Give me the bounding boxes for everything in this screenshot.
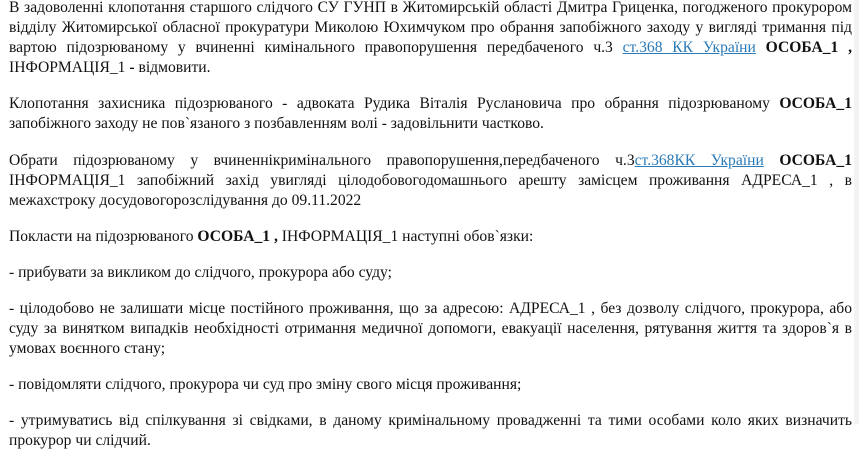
- p1-text-a: В задоволенні клопотання старшого слідчого СУ ГУНП в Житомирській області Дмитра Гриценка, погодженого прокурором відділу Житомирської обласної прокуратури Миколою Юхимчуком про обрання запобіжного заходу у вигляді тримання під вартою підозрюваному у вчиненні кимінального правопорушення передбаченого ч.3: [9, 0, 852, 56]
- p1-text-b: [756, 39, 766, 56]
- obligation-stay-at-residence: - цілодобово не залишати місце постійного проживання, що за адресою: АДРЕСА_1 , без дозволу слідчого, прокурора, або суду за винятком випадків необхідності отримання медичної допомоги, евакуації населення, рятування життя та здоров`я в умовах воєнного стану;: [9, 300, 852, 357]
- p4-text-b: ІНФОРМАЦІЯ_1 наступні обов`язки:: [277, 228, 534, 245]
- p2-text-a: Клопотання захисника підозрюваного - адвоката Рудика Віталія Руслановича про обрання підозрюваному: [9, 95, 780, 112]
- p4-person-name: ОСОБА_1 ,: [197, 228, 278, 245]
- paragraph-house-arrest: [9, 151, 852, 211]
- p3-text-c: ІНФОРМАЦІЯ_1 запобіжний захід увигляді цілодобовогодомашнього арешту замісцем проживання АДРЕСА_1 , в межахстроку досудовогорозслідування до 09.11.2022: [9, 172, 852, 209]
- p3-text-b: [764, 152, 780, 169]
- court-ruling-text: [9, 0, 852, 467]
- paragraph-defense-motion: [9, 94, 852, 134]
- p1-dash: -: [125, 59, 139, 76]
- link-article-368-second[interactable]: ст.368КК України: [634, 152, 764, 169]
- paragraph-detention-refusal: [9, 0, 852, 78]
- obligation-no-contact-witnesses: - утримуватись від спілкування зі свідками, в даному кримінальному провадженні та тими особами коло яких визначить прокурор чи слідчий.: [9, 412, 852, 449]
- link-article-368[interactable]: ст.368 КК України: [622, 39, 756, 56]
- paragraph-obligations-intro: [9, 227, 852, 247]
- p4-text-a: Покласти на підозрюваного: [9, 228, 198, 245]
- obligation-notify-address-change: - повідомляти слідчого, прокурора чи суд про зміну свого місця проживання;: [9, 376, 522, 393]
- obligation-appear-on-summons: - прибувати за викликом до слідчого, прокурора або суду;: [9, 264, 392, 281]
- p2-text-b: запобіжного заходу не пов`язаного з позбавленням волі - задовільнити частково.: [9, 115, 544, 132]
- p1-info: ІНФОРМАЦІЯ_1: [9, 59, 126, 76]
- p3-person-name: ОСОБА_1: [779, 152, 852, 169]
- p1-person-name: ОСОБА_1 ,: [765, 39, 853, 56]
- scrollbar-track[interactable]: [854, 0, 859, 424]
- p2-person-name: ОСОБА_1: [779, 95, 852, 112]
- p1-decision: відмовити.: [138, 59, 211, 76]
- p3-text-a: Обрати підозрюваному у вчиненнікримінального правопорушення,передбаченого ч.3: [9, 152, 635, 169]
